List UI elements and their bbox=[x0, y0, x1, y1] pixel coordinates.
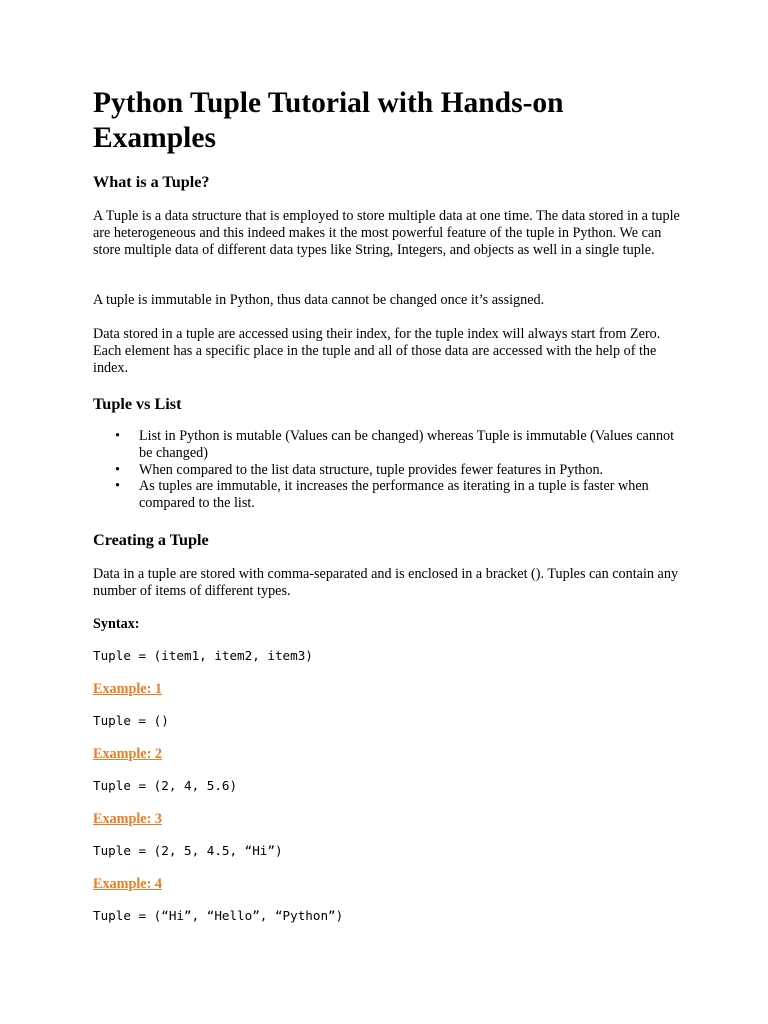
paragraph-tuple-index: Data stored in a tuple are accessed using their index, for the tuple index will always start from Zero. Each element has a specific place in the tuple and all of those data are accessed with the help of the index. bbox=[93, 326, 661, 376]
bullet-icon: • bbox=[115, 478, 120, 495]
bullet-list bbox=[93, 428, 685, 512]
list-item bbox=[93, 428, 685, 462]
example-4-code: Tuple = (“Hi”, “Hello”, “Python”) bbox=[93, 908, 344, 923]
example-3-link[interactable]: Example: 3 bbox=[93, 811, 162, 827]
example-1-link[interactable]: Example: 1 bbox=[93, 681, 162, 697]
example-3-code: Tuple = (2, 5, 4.5, “Hi”) bbox=[93, 843, 283, 858]
paragraph-tuple-definition: A Tuple is a data structure that is employed to store multiple data at one time. The data stored in a tuple are heterogeneous and this indeed makes it the most powerful feature of the tuple in Python. We can store multiple data of different data types like String, Integers, and objects as well in a single tuple. bbox=[93, 208, 680, 258]
list-item bbox=[93, 462, 685, 479]
example-4-link[interactable]: Example: 4 bbox=[93, 876, 162, 892]
list-item-text: As tuples are immutable, it increases the performance as iterating in a tuple is faster when compared to the list. bbox=[139, 478, 649, 512]
syntax-label: Syntax: bbox=[93, 616, 140, 632]
bullet-icon: • bbox=[115, 428, 120, 444]
paragraph-creating-tuple: Data in a tuple are stored with comma-separated and is enclosed in a bracket (). Tuples can contain any number of items of different types. bbox=[93, 566, 679, 599]
example-2-link[interactable]: Example: 2 bbox=[93, 746, 162, 762]
list-item-text: When compared to the list data structure, tuple provides fewer features in Python. bbox=[139, 461, 604, 478]
heading-tuple-vs-list: Tuple vs List bbox=[93, 395, 182, 413]
syntax-code: Tuple = (item1, item2, item3) bbox=[93, 648, 313, 663]
example-1-code: Tuple = () bbox=[93, 713, 169, 728]
list-item bbox=[93, 478, 685, 512]
list-item-text: List in Python is mutable (Values can be changed) whereas Tuple is immutable (Values cannot be changed) bbox=[139, 428, 675, 461]
heading-what-is-tuple: What is a Tuple? bbox=[93, 173, 210, 191]
bullet-icon: • bbox=[115, 461, 120, 478]
document-page bbox=[93, 0, 685, 1024]
page-title: Python Tuple Tutorial with Hands-on Examples bbox=[93, 87, 564, 154]
heading-creating-tuple: Creating a Tuple bbox=[93, 531, 209, 549]
paragraph-tuple-immutable: A tuple is immutable in Python, thus data cannot be changed once it’s assigned. bbox=[93, 292, 545, 308]
example-2-code: Tuple = (2, 4, 5.6) bbox=[93, 778, 238, 793]
